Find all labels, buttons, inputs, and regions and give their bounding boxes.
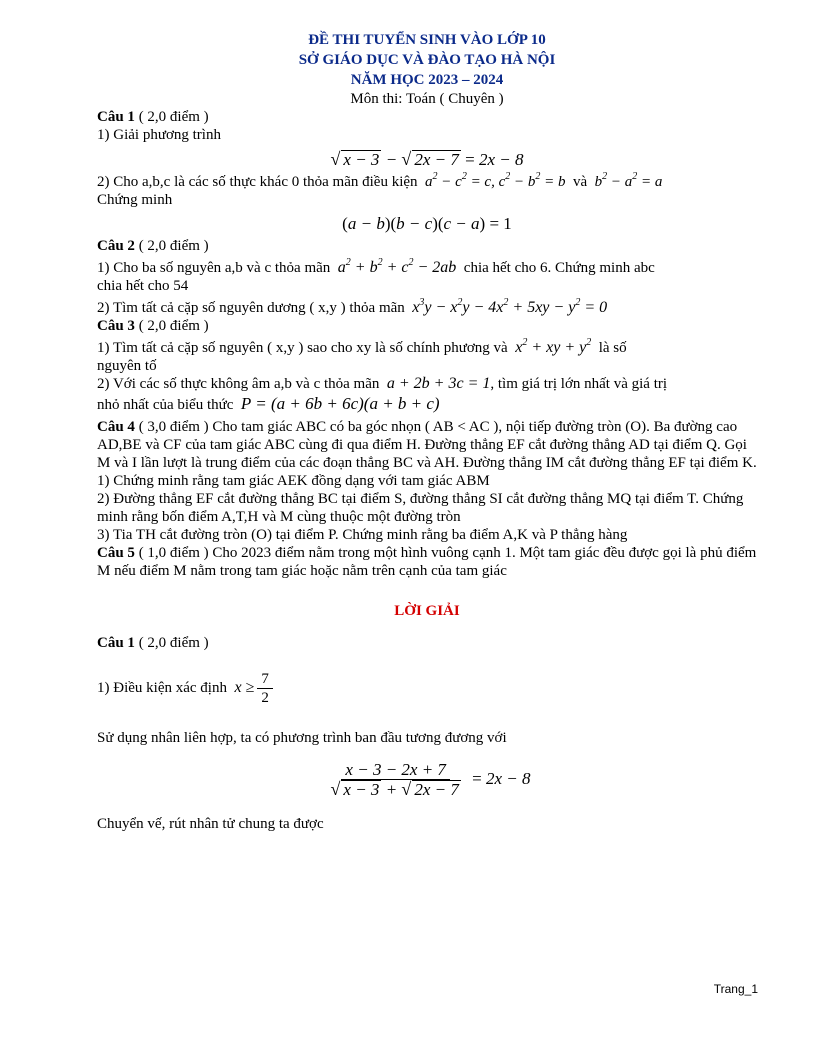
- solution-condition-math: x ≥: [234, 678, 255, 696]
- document-page: [97, 30, 757, 833]
- solution-q1-title: Câu 1: [97, 635, 135, 651]
- q4-part3: 3) Tia TH cắt đường tròn (O) tại điểm P. Chứng minh rằng ba điểm A,K và P thẳng hàng: [97, 527, 628, 543]
- q1-condition-2: $b^2 - a^2 = a$: [594, 171, 663, 190]
- q4-title: Câu 4: [97, 419, 135, 435]
- q1-equation: √ x − 3 − √ 2x − 7 = 2x − 8: [330, 149, 524, 169]
- q2-title: Câu 2: [97, 238, 135, 254]
- q3-heading: [97, 317, 757, 335]
- solution-heading: LỜI GIẢI: [394, 603, 460, 619]
- q5: [97, 544, 757, 580]
- q3-part1: [97, 339, 757, 357]
- q4-intro-text: ( 3,0 điểm ) Cho tam giác ABC có ba góc nhọn ( AB < AC ), nội tiếp đường tròn (O). Ba đường cao AD,BE và CF của tam giác ABC cùng đi qua điểm H. Đường thẳng EF cắt đường thẳng AD tại điểm Q. Gọi M và I lần lượt là trung điểm của các đoạn thẳng BC và AH. Đường thẳng IM cắt đường thẳng EF tại điểm K.: [97, 419, 757, 471]
- q2-part2-text: 2) Tìm tất cả cặp số nguyên dương ( x,y ) thỏa mãn: [97, 300, 405, 316]
- q3-part2-cont: [97, 395, 757, 414]
- solution-move: Chuyển vế, rút nhân tử chung ta được: [97, 816, 324, 832]
- solution-equation: $\frac{x - 3 - 2x + 7}{√ x - 3 + √ 2x - 7}$ = 2x − 8: [330, 760, 531, 799]
- q3-title: Câu 3: [97, 318, 135, 334]
- q2-part1-text-b: chia hết cho 6. Chứng minh abc: [463, 260, 655, 276]
- q1-part2-text: 2) Cho a,b,c là các số thực khác 0 thỏa mãn điều kiện: [97, 174, 418, 190]
- q2-part2: [97, 299, 757, 317]
- subject-line: Môn thi: Toán ( Chuyên ): [350, 91, 504, 107]
- q2-heading: [97, 237, 757, 255]
- q1-part2: [97, 173, 757, 191]
- q1-title: Câu 1: [97, 109, 135, 125]
- q1-and: và: [573, 174, 588, 190]
- q2-equation: $x^3y - x^2y - 4x^2 + 5xy - y^2 = 0$: [412, 297, 608, 316]
- q1-condition: $a^2 - c^2 = c$, $c^2 - b^2 = b$: [425, 171, 566, 190]
- fraction-7-2: $\frac{7}{2}$: [257, 670, 273, 707]
- q3-expression: $x^2$ + xy + $y^2$: [515, 337, 592, 356]
- q4-part1: 1) Chứng minh rằng tam giác AEK đồng dạng với tam giác ABM: [97, 473, 490, 489]
- q4-part2: 2) Đường thẳng EF cắt đường thẳng BC tại điểm S, đường thẳng SI cắt đường thẳng MQ tại điểm T. Chứng minh rằng bốn điểm A,T,H và M cùng thuộc một đường tròn: [97, 491, 744, 525]
- q3-points: ( 2,0 điểm ): [134, 318, 209, 334]
- q3-part2-text-c: nhỏ nhất của biểu thức: [97, 397, 234, 413]
- q5-text: ( 1,0 điểm ) Cho 2023 điểm nằm trong một hình vuông cạnh 1. Một tam giác đều được gọi là phủ điểm M nếu điểm M nằm trong tam giác hoặc nằm trên cạnh của tam giác: [97, 545, 757, 579]
- q3-part1-text-b: là số: [598, 340, 627, 356]
- q1-points: ( 2,0 điểm ): [134, 109, 209, 125]
- solution-conjugate: Sử dụng nhân liên hợp, ta có phương trình ban đầu tương đương với: [97, 730, 507, 746]
- q1-prove-equation: (a − b)(b − c)(c − a) = 1: [342, 214, 512, 233]
- q2-expression: $a^2 + b^2 + c^2 - 2ab$: [337, 257, 457, 276]
- q3-part2-text-b: , tìm giá trị lớn nhất và giá trị: [490, 376, 668, 392]
- department-title: SỞ GIÁO DỤC VÀ ĐÀO TẠO HÀ NỘI: [298, 52, 556, 68]
- q1-part1: 1) Giải phương trình: [97, 127, 221, 143]
- q2-part1-text: 1) Cho ba số nguyên a,b và c thỏa mãn: [97, 260, 331, 276]
- page-number: Trang_1: [713, 982, 758, 996]
- q3-part1-cont: nguyên tố: [97, 358, 157, 374]
- solution-q1-points: ( 2,0 điểm ): [134, 635, 209, 651]
- solution-condition: [97, 670, 757, 707]
- q1-prove: Chứng minh: [97, 192, 173, 208]
- q3-part1-text: 1) Tìm tất cả cặp số nguyên ( x,y ) sao cho xy là số chính phương và: [97, 340, 508, 356]
- solution-condition-text: 1) Điều kiện xác định: [97, 679, 227, 696]
- q2-part1: [97, 259, 757, 277]
- q4-intro: [97, 418, 757, 472]
- q3-expression-p: P = (a + 6b + 6c)(a + b + c): [240, 394, 440, 413]
- q3-part2-text: 2) Với các số thực không âm a,b và c thỏa mãn: [97, 376, 380, 392]
- q2-points: ( 2,0 điểm ): [134, 238, 209, 254]
- q3-part2: [97, 375, 757, 393]
- q2-part1-cont: chia hết cho 54: [97, 278, 189, 294]
- solution-q1-heading: [97, 634, 757, 652]
- q3-condition: a + 2b + 3c = 1: [386, 375, 491, 392]
- q5-title: Câu 5: [97, 545, 135, 561]
- exam-title: ĐỀ THI TUYỂN SINH VÀO LỚP 10: [308, 32, 546, 48]
- q1-heading: [97, 108, 757, 126]
- school-year: NĂM HỌC 2023 – 2024: [350, 72, 504, 88]
